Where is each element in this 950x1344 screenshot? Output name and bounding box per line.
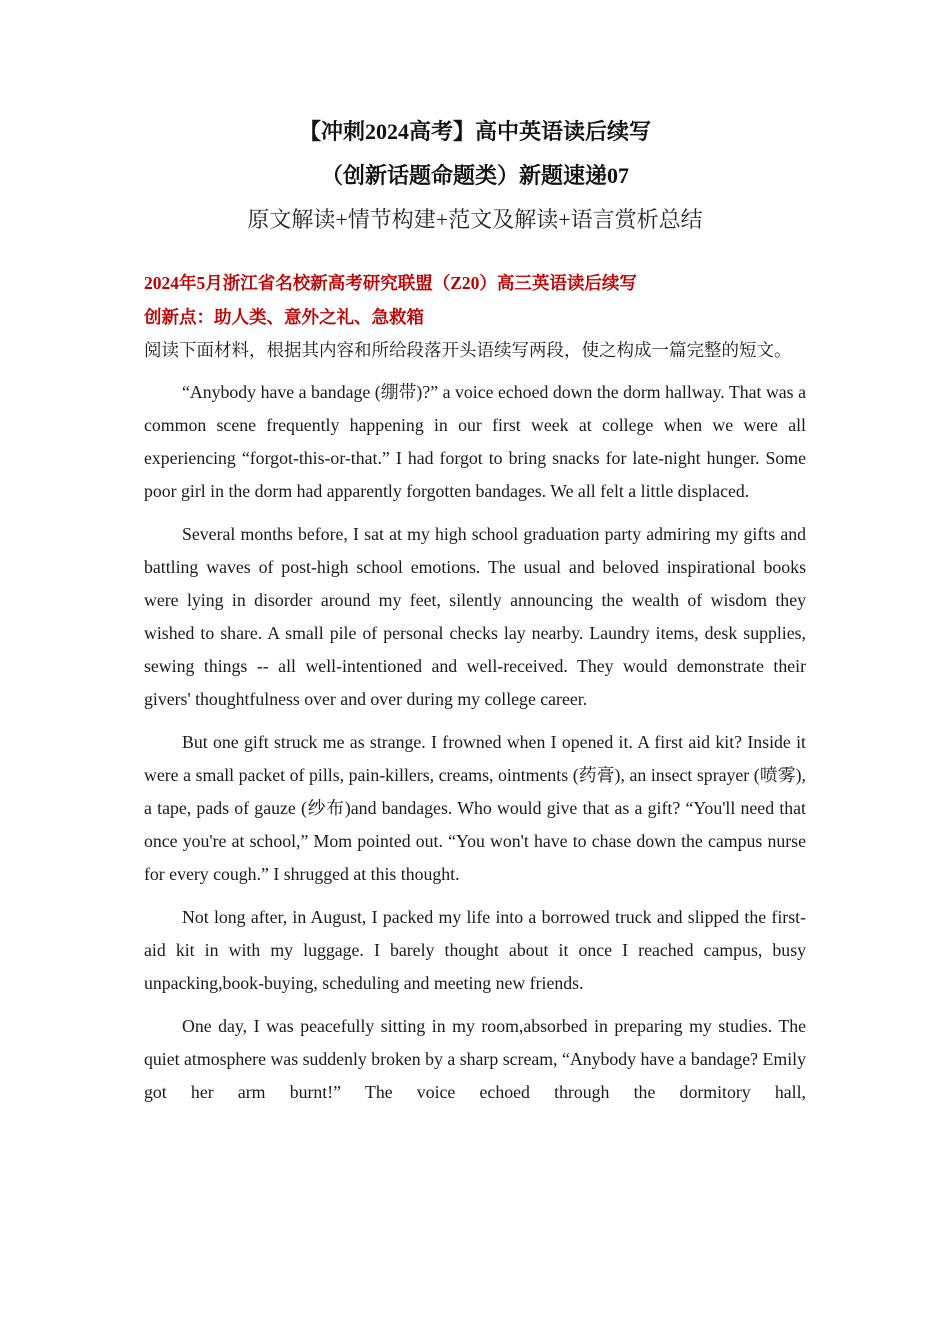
passage-paragraph-1: “Anybody have a bandage (绷带)?” a voice echoed down the dorm hallway. That was a common scene frequently happening in our first week at college when we were all experiencing “forgot-this-or-that.” I had forgot to bring snacks for late-night hunger. Some poor girl in the dorm had apparently forgotten bandages. We all felt a little displaced. — [144, 382, 806, 501]
task-instruction: 阅读下面材料，根据其内容和所给段落开头语续写两段，使之构成一篇完整的短文。 — [144, 340, 792, 360]
document-title-line-1: 【冲刺2024高考】高中英语读后续写 — [298, 119, 651, 144]
passage-paragraph-5: One day, I was peacefully sitting in my room,absorbed in preparing my studies. The quiet atmosphere was suddenly broken by a sharp scream, “Anybody have a bandage? Emily got her arm burnt!” The voice echoed through the dormitory hall, — [144, 1016, 806, 1102]
document-page — [144, 110, 806, 1119]
innovation-points-line: 创新点：助人类、意外之礼、急救箱 — [144, 307, 424, 327]
document-title-line-2: （创新话题命题类）新题速递07 — [320, 163, 629, 188]
passage-paragraph-3: But one gift struck me as strange. I frowned when I opened it. A first aid kit? Inside it were a small packet of pills, pain-killers, creams, ointments (药膏), an insect sprayer (喷雾), a tape, pads of gauze (纱布)and bandages. Who would give that as a gift? “You'll need that once you're at school,” Mom pointed out. “You won't have to chase down the campus nurse for every cough.” I shrugged at this thought. — [144, 732, 806, 884]
document-subtitle: 原文解读+情节构建+范文及解读+语言赏析总结 — [247, 207, 703, 232]
reading-passage — [144, 376, 806, 1109]
exam-source-line: 2024年5月浙江省名校新高考研究联盟（Z20）高三英语读后续写 — [144, 273, 637, 293]
passage-paragraph-4: Not long after, in August, I packed my life into a borrowed truck and slipped the first-aid kit in with my luggage. I barely thought about it once I reached campus, busy unpacking,book-buying, scheduling and meeting new friends. — [144, 907, 806, 993]
passage-paragraph-2: Several months before, I sat at my high school graduation party admiring my gifts and battling waves of post-high school emotions. The usual and beloved inspirational books were lying in disorder around my feet, silently announcing the wealth of wisdom they wished to share. A small pile of personal checks lay nearby. Laundry items, desk supplies, sewing things -- all well-intentioned and well-received. They would demonstrate their givers' thoughtfulness over and over during my college career. — [144, 524, 806, 709]
